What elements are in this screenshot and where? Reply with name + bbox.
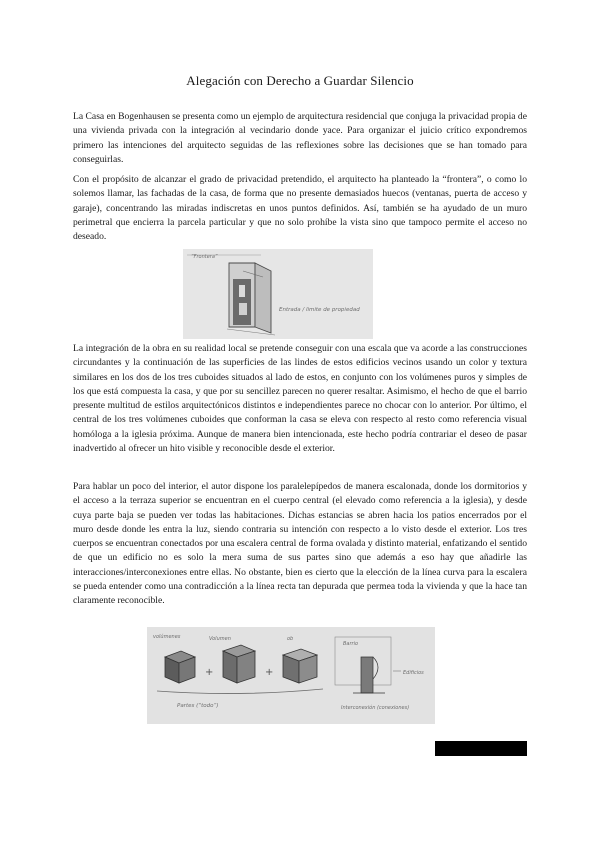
label-parts-whole: Partes (“todo”): [177, 703, 219, 709]
sketch-label-boundary: Entrada / limite de propiedad: [279, 307, 360, 313]
sketch-facade-frontier: [183, 249, 373, 339]
sketch-label-frontier: “Frontera”: [191, 254, 218, 260]
facade-sketch-drawing: [183, 249, 373, 339]
label-ob: ob: [287, 636, 294, 642]
operator-plus-1: +: [205, 667, 214, 678]
label-interconnection: Interconexión (conexiones): [341, 705, 410, 711]
label-buildings: Edificios: [403, 670, 424, 676]
redaction-bar: [435, 741, 527, 756]
operator-plus-2: +: [265, 667, 274, 678]
paragraph-intro: La Casa en Bogenhausen se presenta como un ejemplo de arquitectura residencial que conjuga la privacidad propia de una vivienda privada con la integración al vecindario donde yace. Para organizar el juicio crítico expondremos primero las intenciones del arquitecto seguidas de las reflexiones sobre las decisiones que se han tomado para conseguirlas.: [73, 111, 527, 165]
paragraph-interior: Para hablar un poco del interior, el autor dispone los paralelepípedos de manera escalonada, donde los dormitorios y el acceso a la terraza superior se encuentran en el cuerpo central (el elevado como referencia a la iglesia), y desde cuya parte baja se pueden ver todas las habitaciones. Dichas estancias se abren hacia los patios encerrados por el muro desde donde les entra la luz, siendo contraria su intención con respecto a lo visto desde el exterior. Los tres cuerpos se encuentran conectados por una escalera central de forma ovalada y distinto material, enfatizando el sentido de que un edificio no es solo la mera suma de sus partes sino que además a eso hay que añadirle las interacciones/interconexiones entre ellas. No obstante, bien es cierto que la elección de la línea curva para la escalera se pueda entender como una contradicción a la línea recta tan depurada que permea toda la vivienda y que la hace tan claramente reconocible.: [73, 481, 527, 607]
cube-3: [283, 649, 317, 683]
volumes-sketch-drawing: [147, 627, 435, 724]
label-volumes: volúmenes: [153, 634, 181, 640]
paragraph-privacy: Con el propósito de alcanzar el grado de privacidad pretendido, el arquitecto ha planteado la “frontera”, o como lo solemos llamar, las fachadas de la casa, de forma que no presente demasiados huecos (ventanas, puerta de acceso y garaje), concentrando las miradas indiscretas en unos puntos definidos. Así, también se ha ayudado de un muro perimetral que encierra la parcela particular y que no solo prohíbe la vista sino que tampoco permite el acceso no deseado.: [73, 174, 527, 243]
document-title: Alegación con Derecho a Guardar Silencio: [186, 73, 414, 88]
paragraph-integration: La integración de la obra en su realidad local se pretende conseguir con una escala que va acorde a las construcciones circundantes y la continuación de las superficies de las lindes de estos edificios vecinos usando un color y textura similares en los dos de los tres cuboides situados al lado de estos, en conjunto con los volúmenes puros y simples de los que está compuesta la casa, y que por su sencillez parecen no querer resaltar. Asimismo, el hecho de que el barrio presente multitud de estilos arquitectónicos distintos e independientes parece no chocar con lo anterior. Por último, el central de los tres volúmenes cuboides que conforman la casa se eleva con respecto al resto como referencia visual homóloga a la iglesia próxima. Aunque de manera bien intencionada, este hecho podría contrariar el deseo de pasar inadvertido al ofrecer un hito visible y reconocible desde el exterior.: [73, 343, 527, 455]
label-volume: Volumen: [209, 636, 231, 642]
label-neighborhood: Barrio: [343, 641, 359, 647]
cube-1: [165, 651, 195, 683]
sketch-volumes-diagram: [147, 627, 435, 724]
cube-2: [223, 645, 255, 683]
